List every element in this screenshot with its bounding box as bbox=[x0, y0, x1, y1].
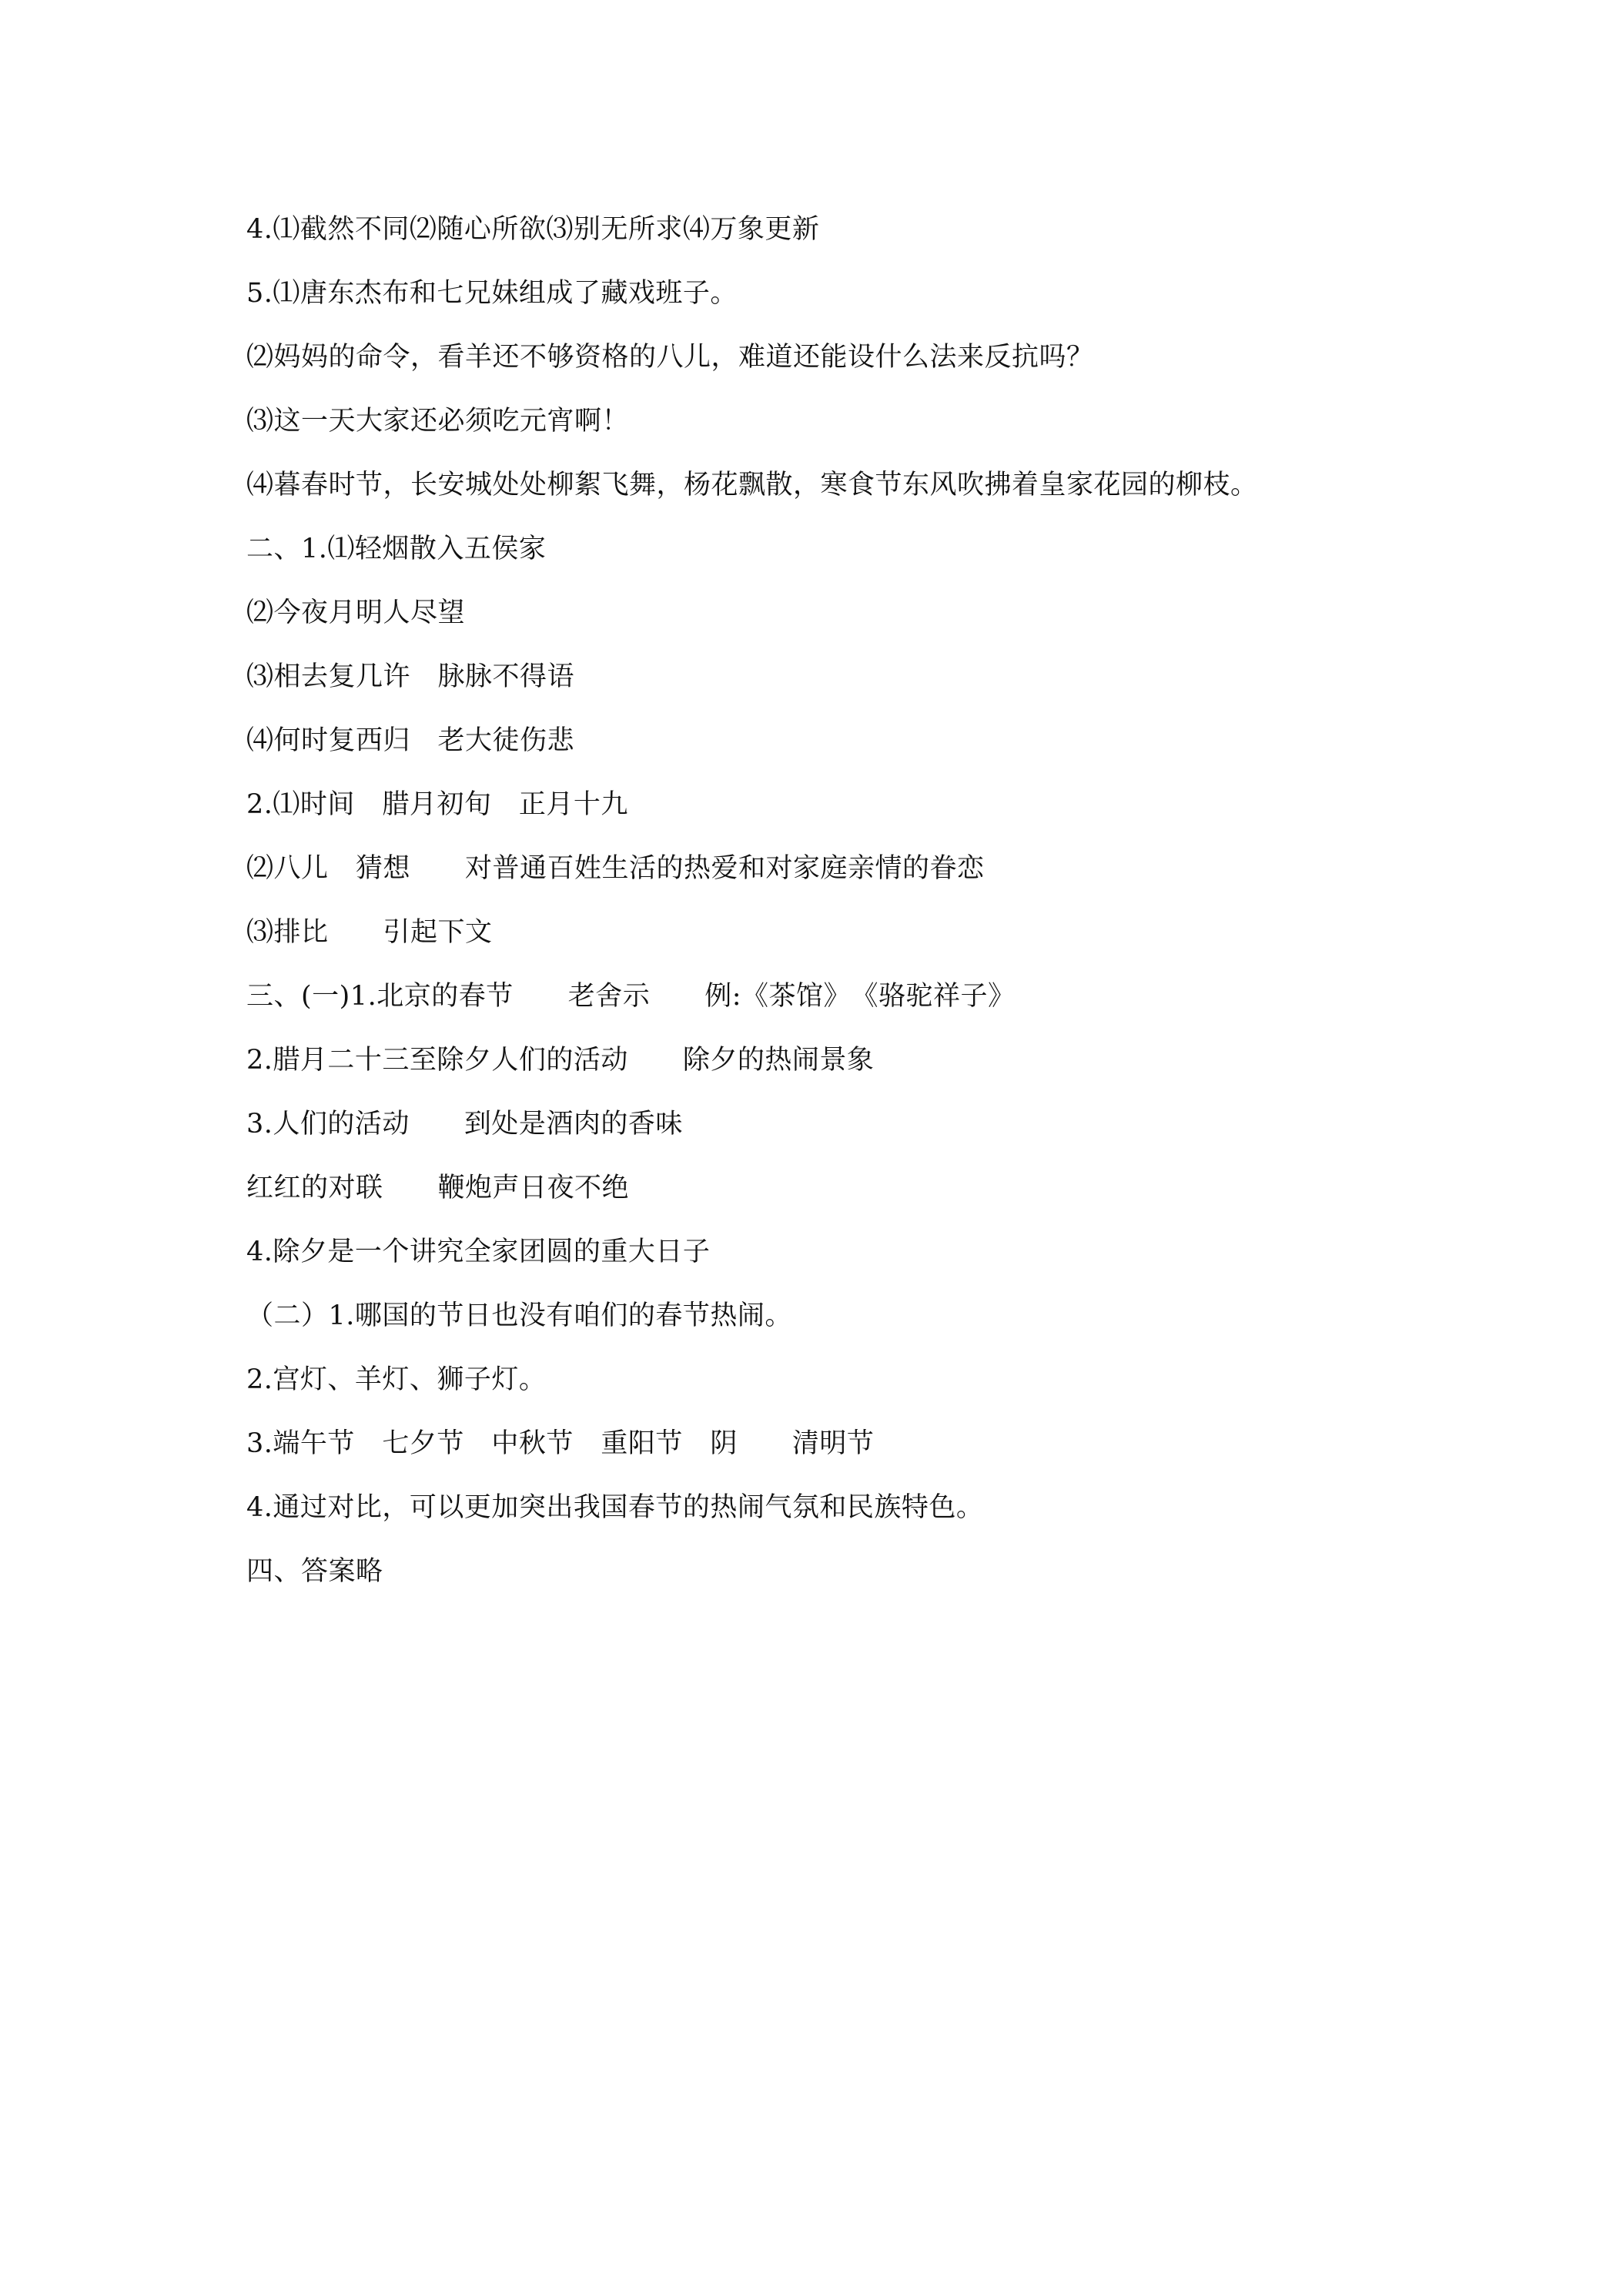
answer-line-3b-3: 3.端午节 七夕节 中秋节 重阳节 阴 清明节 bbox=[246, 1428, 875, 1459]
answer-line-5-2: ⑵妈妈的命令，看羊还不够资格的八儿，难道还能设什么法来反抗吗？ bbox=[246, 342, 1094, 373]
answer-line-4-idioms: 4.⑴截然不同⑵随心所欲⑶别无所求⑷万象更新 bbox=[246, 214, 820, 245]
section-three-part-two: （二）1.哪国的节日也没有咱们的春节热闹。 bbox=[246, 1300, 792, 1331]
answer-line-2-2-3: ⑶排比 引起下文 bbox=[246, 917, 493, 948]
answer-line-2-2-1: 2.⑴时间 腊月初旬 正月十九 bbox=[246, 789, 628, 820]
answer-line-5-4: ⑷暮春时节，长安城处处柳絮飞舞，杨花飘散，寒食节东风吹拂着皇家花园的柳枝。 bbox=[246, 470, 1258, 500]
section-three-heading: 三、(一)1.北京的春节 老舍示 例:《茶馆》 《骆驼祥子》 bbox=[246, 981, 1016, 1012]
section-two-heading: 二、1.⑴轻烟散入五侯家 bbox=[246, 534, 547, 564]
answer-line-3b-4: 4.通过对比，可以更加突出我国春节的热闹气氛和民族特色。 bbox=[246, 1492, 984, 1523]
answer-key bbox=[246, 206, 1401, 1612]
answer-line-2-1-2: ⑵今夜月明人尽望 bbox=[246, 597, 466, 628]
answer-line-2-2-2: ⑵八儿 猜想 对普通百姓生活的热爱和对家庭亲情的眷恋 bbox=[246, 853, 985, 884]
answer-line-3-3-cont: 红红的对联 鞭炮声日夜不绝 bbox=[246, 1173, 630, 1203]
answer-line-2-1-4: ⑷何时复西归 老大徒伤悲 bbox=[246, 725, 575, 756]
section-four-heading: 四、答案略 bbox=[246, 1556, 383, 1587]
answer-line-5-1: 5.⑴唐东杰布和七兄妹组成了藏戏班子。 bbox=[246, 278, 738, 309]
answer-line-5-3: ⑶这一天大家还必须吃元宵啊！ bbox=[246, 406, 630, 437]
answer-line-3-3: 3.人们的活动 到处是酒肉的香味 bbox=[246, 1109, 683, 1140]
answer-line-3b-2: 2.宫灯、羊灯、狮子灯。 bbox=[246, 1364, 547, 1395]
answer-line-2-1-3: ⑶相去复几许 脉脉不得语 bbox=[246, 661, 575, 692]
answer-line-3-4: 4.除夕是一个讲究全家团圆的重大日子 bbox=[246, 1237, 711, 1267]
answer-line-3-2: 2.腊月二十三至除夕人们的活动 除夕的热闹景象 bbox=[246, 1045, 875, 1076]
